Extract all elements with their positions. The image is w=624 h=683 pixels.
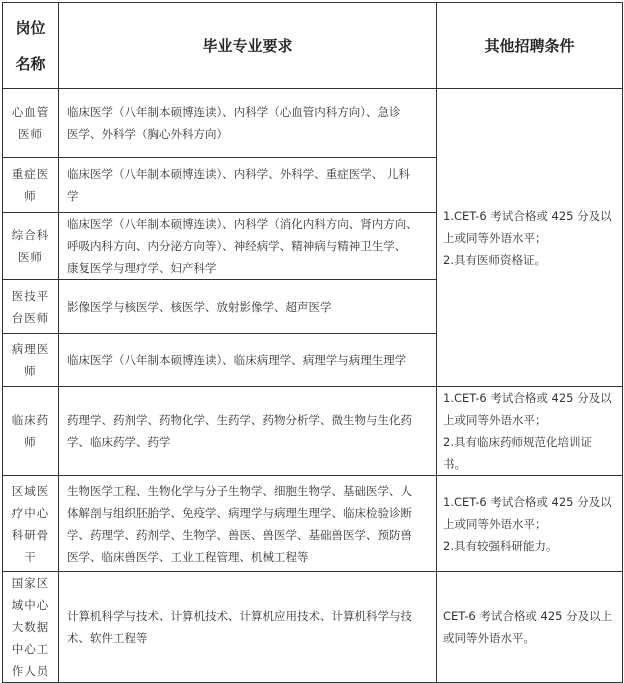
major-text: 生物医学工程、生物化学与分子生物学、细胞生物学、基础医学、人 xyxy=(67,483,412,498)
conditions-text: 上或同等外语水平； xyxy=(443,230,547,245)
position-text: 台医师 xyxy=(11,310,50,325)
table-row xyxy=(3,572,623,683)
position-text: 医技平 xyxy=(11,288,50,303)
conditions-text: 或同等外语水平。 xyxy=(443,631,535,645)
major-text: 学 xyxy=(67,189,79,203)
conditions-text: 2.具有临床药师规范化培训证 xyxy=(443,435,592,449)
position-text: 师 xyxy=(24,364,37,378)
major-text: 呼吸内科方向、内分泌方向等）、神经病学、精神病与精神卫生学、 xyxy=(67,239,407,253)
header-conditions: 其他招聘条件 xyxy=(437,3,623,89)
table-header-row xyxy=(3,3,623,89)
major-text: 康复医学与理疗学、妇产科学 xyxy=(67,261,217,275)
major-cell xyxy=(59,476,437,572)
conditions-cell-clinical-pharmacist xyxy=(437,387,623,476)
position-text: 大数据 xyxy=(11,620,50,634)
major-text: 医学、外科学（胸心外科方向） xyxy=(67,127,228,141)
table-row xyxy=(3,89,623,158)
table-row xyxy=(3,476,623,572)
conditions-text: 2.具有较强科研能力。 xyxy=(443,538,558,553)
major-cell xyxy=(59,213,437,280)
position-text: 综合科 xyxy=(11,228,50,242)
position-cell xyxy=(3,89,59,158)
position-text: 域中心 xyxy=(11,598,50,612)
major-cell xyxy=(59,158,437,213)
position-cell xyxy=(3,280,59,334)
conditions-text: 上或同等外语水平； xyxy=(443,413,547,427)
table-row xyxy=(3,387,623,476)
position-cell xyxy=(3,213,59,280)
major-text: 医学、临床兽医学、工业工程管理、机械工程等 xyxy=(67,549,309,564)
conditions-cell-physicians xyxy=(437,89,623,387)
major-text: 学、药理学、药剂学、生物学、兽医、兽医学、基础兽医学、预防兽 xyxy=(67,527,412,542)
position-text: 疗中心 xyxy=(11,505,50,520)
position-text: 科研骨 xyxy=(11,527,50,542)
major-cell xyxy=(59,572,437,683)
major-text: 体解剖与组织胚胎学、免疫学、病理学与病理生理学、临床检验诊断 xyxy=(67,505,412,520)
position-text: 医师 xyxy=(18,250,43,264)
conditions-text: 1.CET-6 考试合格或 425 分及以 xyxy=(443,391,612,405)
header-position xyxy=(3,3,59,89)
position-text: 干 xyxy=(24,549,37,564)
position-text: 临床药 xyxy=(11,413,50,427)
conditions-cell-bigdata xyxy=(437,572,623,683)
conditions-text: CET-6 考试合格或 425 分及以上 xyxy=(443,609,613,623)
major-cell xyxy=(59,387,437,476)
major-text: 临床医学（八年制本硕博连读）、临床病理学、病理学与病理生理学 xyxy=(67,353,407,367)
position-cell xyxy=(3,476,59,572)
conditions-text: 书。 xyxy=(443,457,466,471)
header-position-line: 名称 xyxy=(15,54,46,73)
position-text: 区域医 xyxy=(11,483,50,498)
position-text: 师 xyxy=(24,189,37,203)
header-position-line: 岗位 xyxy=(15,18,46,37)
position-text: 重症医 xyxy=(11,167,50,181)
conditions-text: 1.CET-6 考试合格或 425 分及以 xyxy=(443,494,612,509)
position-text: 医师 xyxy=(18,127,43,141)
major-text: 术、软件工程等 xyxy=(67,631,148,645)
major-text: 影像医学与核医学、核医学、放射影像学、超声医学 xyxy=(67,299,332,314)
major-text: 计算机科学与技术、计算机技术、计算机应用技术、计算机科学与技 xyxy=(67,609,412,623)
major-cell xyxy=(59,89,437,158)
position-cell xyxy=(3,572,59,683)
conditions-cell-research xyxy=(437,476,623,572)
recruitment-table xyxy=(2,2,623,683)
position-cell xyxy=(3,158,59,213)
position-cell xyxy=(3,334,59,387)
conditions-text: 上或同等外语水平； xyxy=(443,516,547,531)
position-text: 国家区 xyxy=(11,576,50,590)
conditions-text: 1.CET-6 考试合格或 425 分及以 xyxy=(443,208,612,223)
major-cell xyxy=(59,280,437,334)
major-cell xyxy=(59,334,437,387)
header-major: 毕业专业要求 xyxy=(59,3,437,89)
position-text: 病理医 xyxy=(11,342,50,356)
major-text: 药理学、药剂学、药物化学、生药学、药物分析学、微生物与生化药 xyxy=(67,413,412,427)
position-cell xyxy=(3,387,59,476)
major-text: 学、临床药学、药学 xyxy=(67,435,171,449)
position-text: 心血管 xyxy=(11,105,50,119)
conditions-text: 2.具有医师资格证。 xyxy=(443,252,546,267)
position-text: 作人员 xyxy=(11,664,50,678)
position-text: 中心工 xyxy=(11,642,50,656)
major-text: 临床医学（八年制本硕博连读）、内科学（心血管内科方向）、急诊 xyxy=(67,105,401,119)
major-text: 临床医学（八年制本硕博连读）、内科学（消化内科方向、肾内方向、 xyxy=(67,217,418,231)
major-text: 临床医学（八年制本硕博连读）、内科学、外科学、重症医学、 儿科 xyxy=(67,167,410,181)
position-text: 师 xyxy=(24,435,37,449)
